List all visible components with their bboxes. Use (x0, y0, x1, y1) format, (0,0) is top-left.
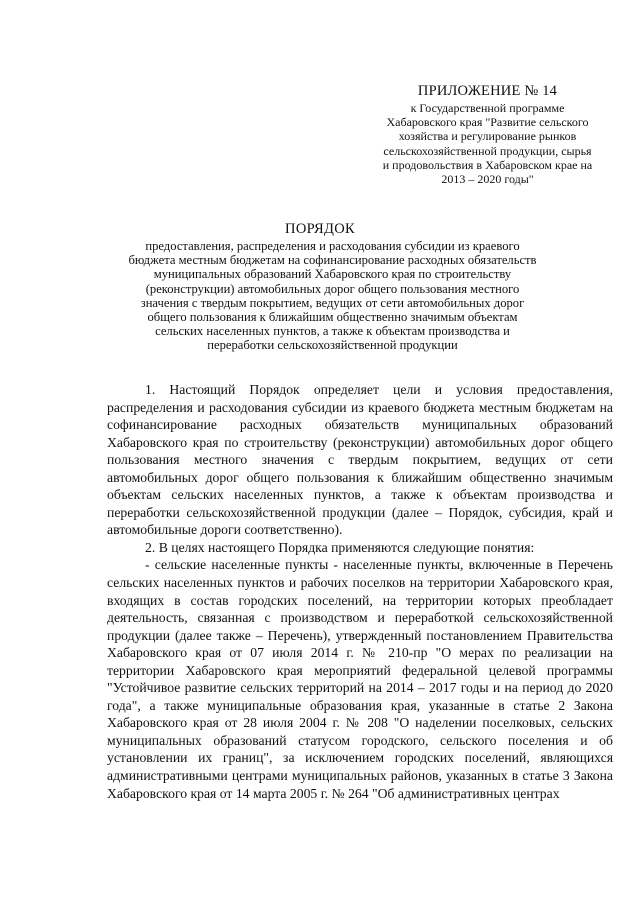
document-body (107, 381, 613, 802)
document-subtitle (120, 239, 545, 353)
paragraph-definition-rural-settlements: - сельские населенные пункты - населенные пункты, включенные в Перечень сельских населенных пунктов и рабочих поселков на территории Хабаровского края, входящих в состав городских поселений, на территории которых преобладает деятельность, связанная с производством и переработкой сельскохозяйственной продукции (далее также – Перечень), утвержденный постановлением Правительства Хабаровского края от 07 июля 2014 г. № 210-пр "О мерах по реализации на территории Хабаровского края мероприятий федеральной целевой программы "Устойчивое развитие сельских территорий на 2014 – 2017 годы и на период до 2020 года", а также муниципальные образования края, указанные в статье 2 Закона Хабаровского края от 28 июля 2004 г. № 208 "О наделении поселковых, сельских муниципальных образований статусом городского, сельского поселения и об установлении их границ", за исключением городских поселений, являющихся административными центрами муниципальных районов, указанных в статье 3 Закона Хабаровского края от 14 марта 2005 г. № 264 "Об административных центрах (107, 557, 613, 801)
appendix-subtitle-line: Хабаровского края "Развитие сельского (386, 115, 589, 130)
appendix-subtitle-line: 2013 – 2020 годы" (441, 172, 534, 187)
document-subtitle-line: переработки сельскохозяйственной продукции (207, 338, 458, 353)
document-subtitle-line: бюджета местным бюджетам на софинансирование расходных обязательств (128, 253, 537, 268)
paragraph-2: 2. В целях настоящего Порядка применяются следующие понятия: (145, 539, 535, 555)
appendix-subtitle (360, 101, 615, 186)
document-subtitle-line: (реконструкции) автомобильных дорог общего пользования местного (145, 281, 520, 296)
document-title: ПОРЯДОК (285, 221, 355, 237)
document-subtitle-line: сельских населенных пунктов, а также к объектам производства и (155, 324, 510, 339)
appendix-subtitle-line: к Государственной программе (410, 101, 565, 115)
appendix-title: ПРИЛОЖЕНИЕ № 14 (417, 83, 558, 99)
document-subtitle-line: муниципальных образований Хабаровского края по строительству (153, 267, 512, 282)
appendix-subtitle-line: хозяйства и регулирование рынков (398, 129, 577, 144)
paragraph-1: 1. Настоящий Порядок определяет цели и условия предоставления, распределения и расходования субсидии из краевого бюджета местным бюджетам на софинансирование расходных обязательств муниципальных образований Хабаровского края по строительству (реконструкции) автомобильных дорог общего пользования местного значения с твердым покрытием, ведущих от сети автомобильных дорог общего пользования к ближайшим общественно значимым объектам сельских населенных пунктов, а также к объектам производства и переработки сельскохозяйственной продукции (далее – Порядок, субсидия, край и автомобильные дороги соответственно). (107, 382, 613, 538)
document-subtitle-line: общего пользования к ближайшим общественно значимым объектам (147, 310, 518, 325)
appendix-subtitle-line: сельскохозяйственной продукции, сырья (383, 143, 592, 158)
document-subtitle-line: значения с твердым покрытием, ведущих от сети автомобильных дорог (140, 295, 525, 310)
appendix-subtitle-line: и продовольствия в Хабаровском крае на (382, 157, 593, 172)
document-subtitle-line: предоставления, распределения и расходования субсидии из краевого (145, 239, 520, 253)
